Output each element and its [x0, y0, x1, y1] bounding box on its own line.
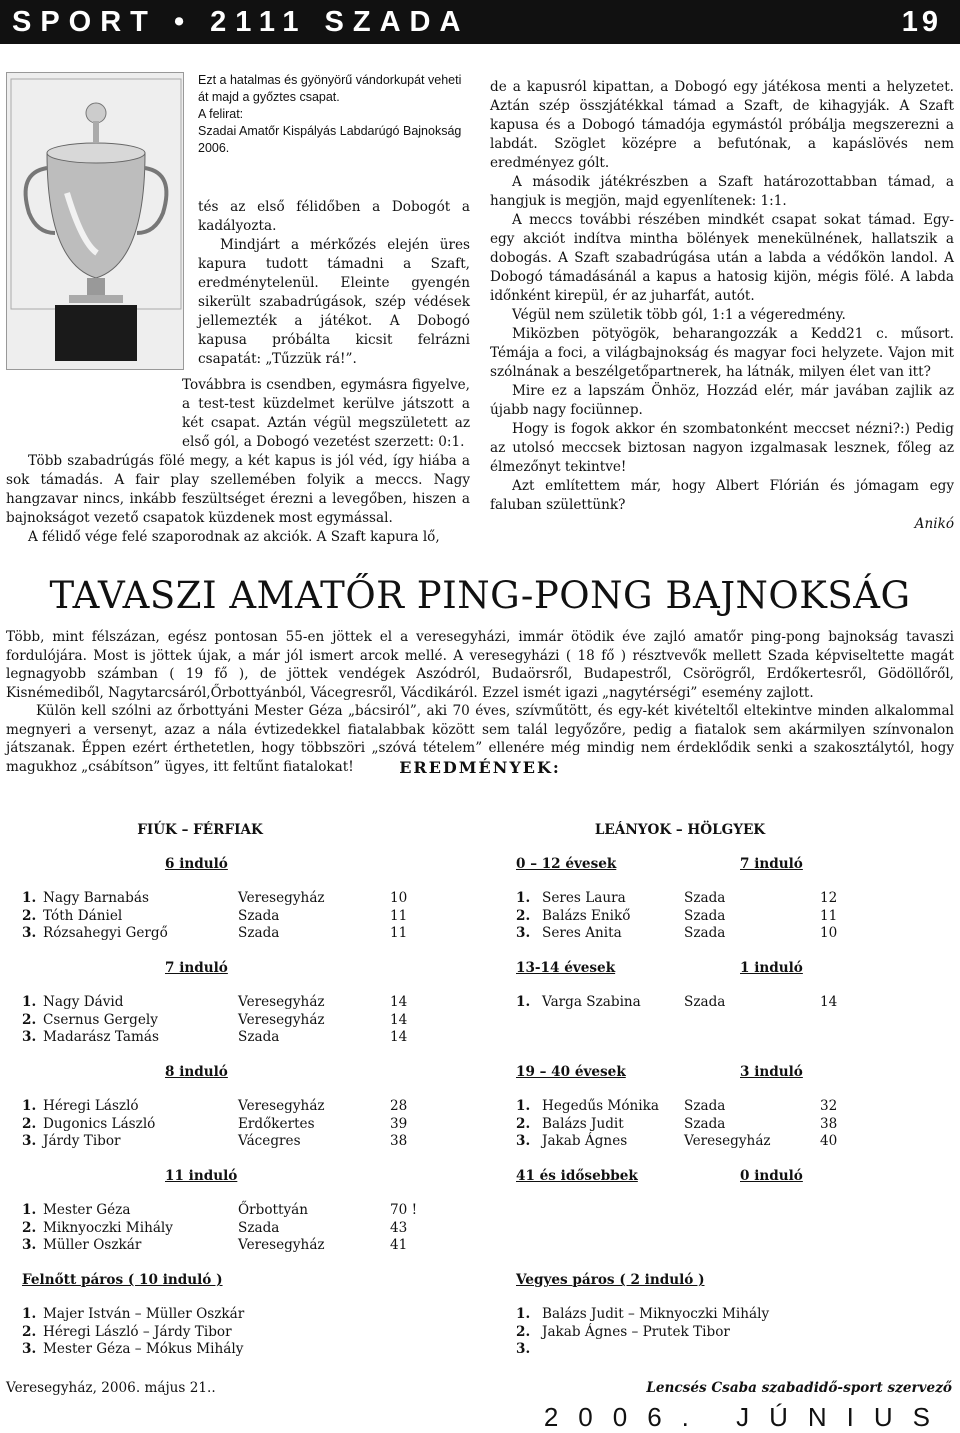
boys-title	[100, 822, 300, 838]
page-number: 19	[901, 6, 942, 38]
boys-rank: 2.	[22, 1219, 37, 1236]
girls-score: 14	[820, 994, 838, 1010]
girls-score: 12	[820, 890, 838, 906]
girls-name: Hegedűs Mónika	[542, 1098, 659, 1114]
boys-town: Veresegyház	[238, 994, 325, 1010]
mixed-pair-rank: 3.	[516, 1341, 531, 1357]
boys-name: Csernus Gergely	[43, 1011, 158, 1028]
boys-score: 14	[390, 1011, 408, 1028]
boys-town: Veresegyház	[238, 1098, 325, 1114]
boys-town: Szada	[238, 907, 280, 924]
header-title: SPORT • 2111 SZADA	[12, 6, 470, 38]
girls-rank: 3.	[516, 925, 531, 941]
boys-town: Vácegres	[238, 1133, 301, 1149]
boys-name: Madarász Tamás	[43, 1029, 159, 1045]
caption-line-3: Szadai Amatőr Kispályás Labdarúgó Bajnokság 2006.	[198, 124, 462, 155]
page-header	[0, 0, 960, 44]
caption-line-1: Ezt a hatalmas és gyönyörű vándorkupát veheti át majd a győztes csapat.	[198, 73, 462, 104]
adult-pair-rank: 3.	[22, 1341, 37, 1357]
boys-name: Rózsahegyi Gergő	[43, 925, 168, 941]
girls-town: Szada	[684, 907, 726, 924]
boys-rank: 1.	[22, 890, 37, 906]
boys-town: Veresegyház	[238, 1011, 325, 1028]
photo-caption	[198, 72, 468, 157]
boys-name: Járdy Tibor	[43, 1133, 121, 1149]
girls-group-title: 41 és idősebbek	[516, 1168, 638, 1184]
boys-score: 28	[390, 1098, 408, 1114]
boys-group-title: 7 induló	[165, 960, 228, 976]
girls-rank: 3.	[516, 1133, 531, 1149]
boys-rank: 2.	[22, 907, 37, 924]
boys-rank: 3.	[22, 1029, 37, 1045]
girls-town: Szada	[684, 925, 726, 941]
article-paragraph: Mindjárt a mérkőzés elején üres kapura tudott támadni a Szaft, eredménytelenül. Eleinte gyengén sikerült szabadrúgások, szép védések jellemezték a játékot. A Dobogó kapusa próbálta kicsit felrázni csapatát: „Tűzzük rá!”.	[198, 237, 470, 367]
boys-rank: 1.	[22, 994, 37, 1010]
boys-name: Tóth Dániel	[43, 907, 123, 924]
pingpong-heading: TAVASZI AMATŐR PING-PONG BAJNOKSÁG	[49, 574, 911, 617]
girls-name: Seres Anita	[542, 925, 622, 941]
article-paragraph: de a kapusról kipattan, a Dobogó egy játékosa menti a helyzetet. Aztán szép összjátékkal támad a Szaft, de kihagyják. A Szaft kapusa és a Dobogó támadója egymástól próbálja megszerezni a labdát. Szöglet középre a befutónak, a kapáslövés nem eredményez gólt.	[490, 79, 954, 171]
boys-name: Nagy Dávid	[43, 994, 124, 1010]
mixed-pair-rank: 2.	[516, 1323, 531, 1340]
girls-rank: 1.	[516, 890, 531, 906]
girls-group-count: 1 induló	[740, 960, 803, 976]
girls-rank: 2.	[516, 907, 531, 924]
boys-rank: 2.	[22, 1115, 37, 1132]
article-paragraph: Végül nem születik több gól, 1:1 a végeredmény.	[512, 307, 846, 323]
girls-score: 11	[820, 907, 838, 924]
intro-paragraph: Több, mint félszázan, egész pontosan 55-en jöttek el a veresegyházi, immár ötödik éve zajló amatőr ping-pong bajnokság tavaszi fordulójára. Most is jöttek újak, a már jól ismert arcok mellé. A veresegyházi ( 18 fő ) résztvevők mellett Szada képviseltette magát legnagyobb számban ( 19 fő ), de jöttek vendégek Aszódról, Budaörsről, Budapestről, Csörögről, Erdőkertesről, Gödöllőről, Kisnémediből, Nagytarcsáról,Őrbottyánból, Vácegresről, Vácdikáról. Ezzel ismét igazi „nagytérségi” esemény zajlott.	[6, 629, 954, 701]
girls-town: Szada	[684, 994, 726, 1010]
footer-organizer: Lencsés Csaba szabadidő-sport szervező	[646, 1380, 952, 1396]
boys-group-title: 6 induló	[165, 856, 228, 872]
girls-town: Szada	[684, 1115, 726, 1132]
boys-score: 11	[390, 925, 408, 941]
caption-line-2: A felirat:	[198, 107, 244, 121]
girls-score: 38	[820, 1115, 838, 1132]
results-title: EREDMÉNYEK:	[399, 758, 561, 777]
adult-pairs-title: Felnőtt páros ( 10 induló )	[22, 1272, 223, 1288]
boys-group-title: 8 induló	[165, 1064, 228, 1080]
boys-town: Szada	[238, 1029, 280, 1045]
boys-score: 38	[390, 1133, 408, 1149]
article-paragraph: Miközben pötyögök, beharangozzák a Kedd21 c. műsort. Témája a foci, a világbajnokság és magyar foci helyzete. Vajon mit szólnának a beszélgetőpartnerek, ha látnák, milyen élet van itt?	[490, 326, 954, 380]
adult-pair-names: Majer István – Müller Oszkár	[43, 1306, 245, 1322]
boys-score: 14	[390, 1029, 408, 1045]
boys-name: Héregi László	[43, 1098, 139, 1114]
intro-paragraph: Külön kell szólni az őrbottyáni Mester Géza „bácsiról”, aki 70 éves, szívműtött, és egy-két kivételtől eltekintve minden alkalommal megnyeri a versenyt, azaz a nála évtizedekkel fiatalabbak között sem talál legyőzőre, pedig a fiatalok sem akármilyen színvonalon játszanak. Éppen ezért érthetetlen, hogy többszöri „szóvá tételem” ellenére még mindig nem érdeklődik senki a szakosztálytól, hogy magukhoz „csábítson” ügyes, itt feltűnt fiatalokat!	[6, 703, 954, 775]
footer-issue-date: 2006. JÚNIUS	[543, 1402, 950, 1432]
boys-name: Dugonics László	[43, 1115, 156, 1132]
mixed-pair-names: Jakab Ágnes – Prutek Tibor	[542, 1323, 730, 1340]
boys-group-title: 11 induló	[165, 1168, 238, 1184]
girls-group-title: 19 – 40 évesek	[516, 1064, 626, 1080]
girls-group-count: 7 induló	[740, 856, 803, 872]
boys-rank: 1.	[22, 1202, 37, 1218]
boys-town: Szada	[238, 1219, 280, 1236]
article-paragraph: A félidő vége felé szaporodnak az akciók. A Szaft kapura lő,	[28, 529, 440, 545]
article-left-top	[198, 198, 470, 369]
article-paragraph: Mire ez a lapszám Önhöz, Hozzád elér, már javában zajlik az újabb nagy fociünnep.	[490, 383, 954, 418]
girls-score: 40	[820, 1133, 838, 1149]
girls-group-count: 0 induló	[740, 1168, 803, 1184]
mixed-pairs-title: Vegyes páros ( 2 induló )	[516, 1272, 705, 1288]
trophy-photo	[6, 72, 184, 370]
boys-score: 11	[390, 907, 408, 924]
adult-pair-rank: 1.	[22, 1306, 37, 1322]
boys-name: Müller Oszkár	[43, 1237, 142, 1253]
article-paragraph: Továbbra is csendben, egymásra figyelve, a test-test küzdelmet kerülve játszott a két csapat. Aztán végül megszületett az első gól, a Dobogó vezetést szerzett: 0:1.	[182, 377, 470, 450]
article-paragraph: Azt említettem már, hogy Albert Flórián és jómagam egy faluban születtünk?	[490, 478, 954, 513]
pingpong-intro	[6, 628, 954, 776]
boys-town: Veresegyház	[238, 890, 325, 906]
boys-rank: 3.	[22, 925, 37, 941]
boys-town: Szada	[238, 925, 280, 941]
article-left-bottom	[6, 376, 470, 547]
boys-score: 39	[390, 1115, 408, 1132]
trophy-icon	[7, 73, 184, 370]
girls-town: Szada	[684, 890, 726, 906]
girls-name: Balázs Judit	[542, 1115, 624, 1132]
article-right	[490, 78, 954, 534]
article-paragraph: tés az első félidőben a Dobogót a kadályozta.	[198, 199, 470, 234]
adult-pair-names: Héregi László – Járdy Tibor	[43, 1323, 232, 1340]
article-paragraph: A második játékrészben a Szaft határozottabban támad, a hangjuk is megjön, majd egyenlítenek: 1:1.	[490, 174, 954, 209]
boys-rank: 3.	[22, 1133, 37, 1149]
girls-rank: 1.	[516, 1098, 531, 1114]
adult-pair-rank: 2.	[22, 1323, 37, 1340]
boys-title-text: FIÚK – FÉRFIAK	[137, 822, 263, 838]
adult-pair-names: Mester Géza – Mókus Mihály	[43, 1341, 244, 1357]
boys-town: Őrbottyán	[238, 1202, 308, 1218]
boys-score: 10	[390, 890, 408, 906]
girls-name: Jakab Ágnes	[542, 1133, 628, 1149]
boys-town: Veresegyház	[238, 1237, 325, 1253]
boys-name: Mester Géza	[43, 1202, 131, 1218]
boys-rank: 3.	[22, 1237, 37, 1253]
girls-name: Varga Szabina	[542, 994, 641, 1010]
boys-rank: 1.	[22, 1098, 37, 1114]
girls-title	[560, 822, 800, 838]
girls-name: Seres Laura	[542, 890, 626, 906]
girls-score: 10	[820, 925, 838, 941]
article-paragraph: A meccs további részében mindkét csapat sokat támad. Egy-egy akciót indítva mintha bölények menekülnének, hallatszik a dobogás. A Szaft szabadrúgása után a labda a védőkön landol. A Dobogó támadásánál a kapus a hatosig kijön, mégis fölé. A labda időnként kirepül, ér az juharfát, autót.	[490, 212, 954, 304]
article-paragraph: Több szabadrúgás fölé megy, a két kapus is jól véd, így hiába a sok támadás. A fair play szellemében folyik a meccs. Nagy hangzavar nincs, inkább feszültséget érezni a levegőben, hiszen a bajnokságot vezető csapatok küzdenek most egymással.	[6, 453, 470, 526]
author-signature: Anikó	[914, 516, 954, 532]
girls-name: Balázs Enikő	[542, 907, 631, 924]
boys-score: 43	[390, 1219, 408, 1236]
boys-rank: 2.	[22, 1011, 37, 1028]
article-paragraph: Hogy is fogok akkor én szombatonként meccset nézni?:) Pedig az utolsó meccsek biztosan nagyon izgalmasak lesznek, főleg az élmezőnyt tekintve!	[490, 421, 954, 475]
boys-town: Erdőkertes	[238, 1115, 315, 1132]
girls-title-text: LEÁNYOK – HÖLGYEK	[594, 822, 766, 838]
footer-place-date: Veresegyház, 2006. május 21..	[6, 1380, 216, 1396]
girls-rank: 2.	[516, 1115, 531, 1132]
mixed-pair-rank: 1.	[516, 1306, 531, 1322]
boys-score: 41	[390, 1237, 408, 1253]
girls-town: Szada	[684, 1098, 726, 1114]
girls-group-count: 3 induló	[740, 1064, 803, 1080]
boys-name: Nagy Barnabás	[43, 890, 149, 906]
girls-town: Veresegyház	[684, 1133, 771, 1149]
girls-group-title: 13-14 évesek	[516, 960, 616, 976]
boys-name: Miknyoczki Mihály	[43, 1219, 173, 1236]
mixed-pair-names: Balázs Judit – Miknyoczki Mihály	[542, 1306, 770, 1322]
girls-score: 32	[820, 1098, 838, 1114]
boys-score: 14	[390, 994, 408, 1010]
boys-score: 70 !	[390, 1202, 418, 1218]
girls-group-title: 0 – 12 évesek	[516, 856, 617, 872]
girls-rank: 1.	[516, 994, 531, 1010]
